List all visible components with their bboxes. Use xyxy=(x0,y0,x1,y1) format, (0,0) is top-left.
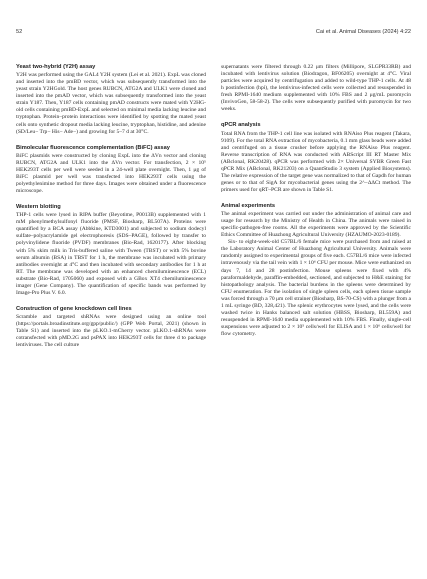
section xyxy=(221,122,411,194)
right-column xyxy=(221,64,411,347)
running-head: Cai et al. Animal Diseases (2024) 4:22 xyxy=(315,29,411,35)
body-paragraph: Six- to eight-week-old C57BL/6 female mice were purchased from and raised at the Laboratory Animal Center of Huazhong Agricultural University. Animals were randomly assigned to experimental groups of five each. C57BL/6 mice were infected intravenously via the tail vein with 1 × 10⁶ CFU per mouse. Mice were euthanized on days 7, 14 and 28 postinfection. Mouse spleens were fixed with 4% paraformaldehyde, paraffin-embedded, sectioned, and subjected to H&E staining for histopathology analysis. The bacterial burdens in the spleens were determined by CFU enumeration. For the isolation of single spleen cells, each spleen tissue sample was forced through a 70 μm cell strainer (Biosharp, BS-70-CS) with a plunger from a 1 mL syringe (BD, 328,421). The splenic erythrocytes were lysed, and the cells were washed twice in Hanks balanced salt solution (HBSS, Biosharp, BL559A) and resuspended in RPMI-1640 media supplemented with 10% FBS. Finally, single-cell suspensions were adjusted to 2 × 10⁵ cells/well for ELISA and 1 × 10⁶ cells/well for flow cytometry. xyxy=(221,239,411,337)
section-heading: qPCR analysis xyxy=(221,122,261,129)
body-paragraph: The animal experiment was carried out under the administration of animal care and usage for research by the Ministry of Health in China. The animals were raised in specific-pathogen-free rooms. All the experiments were approved by the Scientific Ethics Committee of Huazhong Agricultural University (HZAUMO-2023-0189). xyxy=(221,211,411,239)
section-heading: Western blotting xyxy=(16,204,61,211)
section xyxy=(16,145,206,195)
body-paragraph: Y2H was performed using the GAL4 Y2H system (Lei et al. 2021). ExpL was cloned and inserted into the pmBD vector, which was subsequently transformed into the yeast strain Y2HGold. The host genes RUBCN, ATG2A and ULK1 were cloned and inserted into the pmAD vector, which was subsequently transformed into the yeast strain Y187. Then, Y187 cells containing pmAD constructs were mated with Y2HG-old cells containing pmBD-ExpL and selected on minimal media lacking leucine and tryptophan. Protein–protein interactions were identified by spotting the mated yeast cells onto synthetic dropout media lacking leucine, tryptophan, histidine, and adenine (SD/Leu− Trp− His− Ade−) and growing for 5–7 d at 30°C. xyxy=(16,72,206,135)
section-heading: Animal experiments xyxy=(221,202,276,209)
left-column xyxy=(16,64,206,358)
section-heading: Construction of gene knockdown cell lines xyxy=(16,305,132,312)
section xyxy=(16,64,206,136)
body-paragraph: Scramble and targeted shRNAs were designed using an online tool (https://portals.broadinstitute.org/gpp/public/) (GPP Web Portal, 2021) (shown in Table S1) and inserted into the pLKO.1-mCherry vector. pLKO.1-shRNAs were cotransfected with pMD.2G and psPAX into HEK293T cells for three d to package lentiviruses. The cell culture xyxy=(16,314,206,349)
body-paragraph: THP-1 cells were lysed in RIPA buffer (Beyotime, P0013B) supplemented with 1 mM phenylmethylsulfonyl fluoride (PMSF, Biosharp, BL507A). Proteins were quantified by a BCA assay (Abbkine, KTD3001) and subjected to sodium dodecyl sulfate–polyacrylamide gel electrophoresis (SDS–PAGE), followed by transfer to polyvinylidene fluoride (PVDF) membranes (Bio-Rad, 1620177). After blocking with 5% skim milk in Tris-buffered saline with Tween (TBST) or with 5% bovine serum albumin (BSA) in TBST for 1 h, the membrane was incubated with primary antibodies overnight at 4°C and then incubated with secondary antibodies for 1 h at RT. The membrane was developed with an enhanced chemiluminescence (ECL) substrate (Bio-Rad, 1705060) and exposed with a GBox XT4 chemiluminescence imager (Gene Company). The quantification of specific bands was performed by Image-Pro Plus V. 6.0. xyxy=(16,212,206,296)
section-heading: Yeast two-hybrid (Y2H) assay xyxy=(16,64,96,70)
body-paragraph: supernatants were filtered through 0.22 μm filters (Millipore, SLGPR33RB) and incubated with lentivirus solution (Biodragon, BF06205) overnight at 4°C. Viral particles were acquired by centrifugation and added to wild-type THP-1 cells. At 48 h postinfection (hpi), the lentivirus-infected cells were collected and resuspended in fresh RPMI-1640 medium supplemented with 10% FBS and 2 μg/mL puromycin (InvivoGen, 58-58-2). The cells were subsequently purified with puromycin for two weeks. xyxy=(221,64,411,113)
body-paragraph: Total RNA from the THP-1 cell line was isolated with RNAiso Plus reagent (Takara, 9109). For the total RNA extraction of mycobacteria, 0.1 mm glass beads were added and centrifuged on a tissue crusher before applying the RNAiso Plus reagent. Reverse transcription of RNA was conducted with ABScript III RT Master Mix (ABclonal, RK20428). qPCR was performed with 2× Universal SYBR Green Fast qPCR Mix (ABclonal, RK21203) on a QuantStudio 3 system (Applied Biosystems). The relative expression of the target gene was normalized to that of Gapdh for human genes or to that of SigA for mycobacterial genes using the 2^−ΔΔCt method. The primers used for qRT–PCR are shown in Table S1. xyxy=(221,130,411,193)
section-heading: Bimolecular fluorescence complementation (BiFC) assay xyxy=(16,144,170,151)
section xyxy=(16,204,206,297)
running-header xyxy=(16,29,411,39)
body-paragraph: BiFC plasmids were constructed by cloning ExpL into the ΔVn vector and cloning RUBCN, ATG2A and ULK1 into the ΔVn vector. For transfection, 2 × 10⁵ HEK293T cells per well were seeded in a 24-well plate overnight. Then, 1 μg of BiFC plasmid per well was transfected into HEK293T cells using the polyethylenimine method for three days. Images were obtained under a fluorescence microscope. xyxy=(16,152,206,195)
page-number: 52 xyxy=(16,29,23,35)
section xyxy=(16,306,206,349)
section xyxy=(221,64,411,113)
section xyxy=(221,203,411,338)
